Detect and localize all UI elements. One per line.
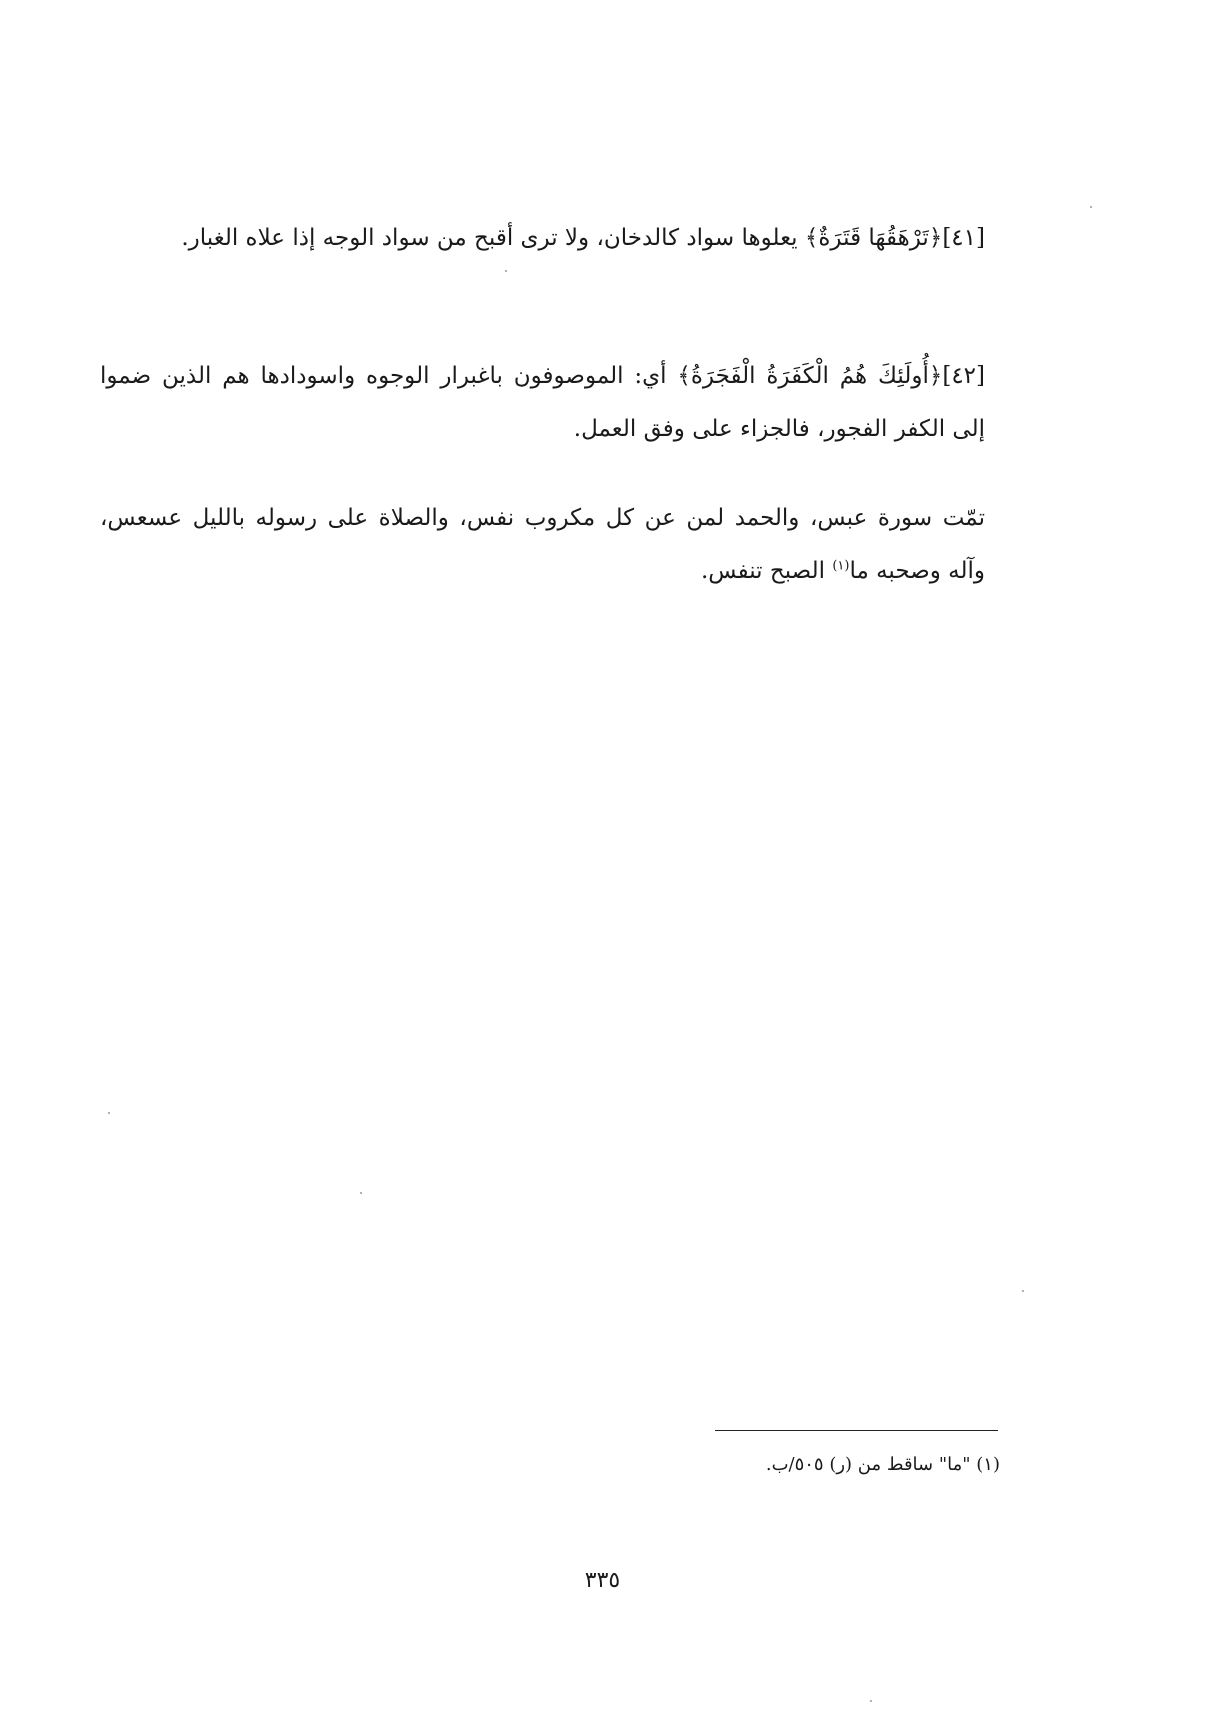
closing-text: تمّت سورة عبس، والحمد لمن عن كل مكروب نفس، والصلاة على رسوله بالليل عسعس، وآله وصحبه ما bbox=[100, 505, 985, 584]
footnote-text: "ما" ساقط من (ر) ٥٠٥/ب. bbox=[765, 1454, 971, 1475]
scan-speck bbox=[1090, 206, 1092, 208]
entry-42 bbox=[100, 350, 985, 456]
entry-41 bbox=[100, 212, 985, 265]
page-number: ٣٣٥ bbox=[584, 1568, 621, 1593]
commentary-text: يعلوها سواد كالدخان، ولا ترى أقبح من سواد الوجه إذا علاه الغبار. bbox=[181, 225, 798, 251]
closing-text-end: الصبح تنفس. bbox=[700, 558, 833, 584]
verse-number: [٤٢] bbox=[942, 363, 986, 389]
footnote bbox=[766, 1450, 1000, 1480]
scan-speck bbox=[1022, 1290, 1024, 1292]
scan-speck bbox=[360, 1192, 362, 1194]
footnote-marker: (١) bbox=[976, 1454, 1000, 1475]
quran-verse: ﴿أُولَئِكَ هُمُ الْكَفَرَةُ الْفَجَرَةُ﴾ bbox=[677, 363, 943, 389]
commentary-text: أي: الموصوفون باغبرار الوجوه واسودادها هم الذين ضموا إلى الكفر الفجور، فالجزاء على وفق العمل. bbox=[100, 363, 985, 442]
closing-paragraph bbox=[100, 492, 985, 598]
footnote-reference: (١) bbox=[832, 558, 850, 574]
scan-speck bbox=[505, 270, 507, 272]
scan-speck bbox=[870, 1700, 872, 1702]
verse-number: [٤١] bbox=[942, 225, 985, 251]
footnote-divider bbox=[715, 1430, 998, 1431]
quran-verse: ﴿تَرْهَقُهَا قَتَرَةٌ﴾ bbox=[804, 225, 943, 251]
scan-speck bbox=[108, 1112, 110, 1114]
